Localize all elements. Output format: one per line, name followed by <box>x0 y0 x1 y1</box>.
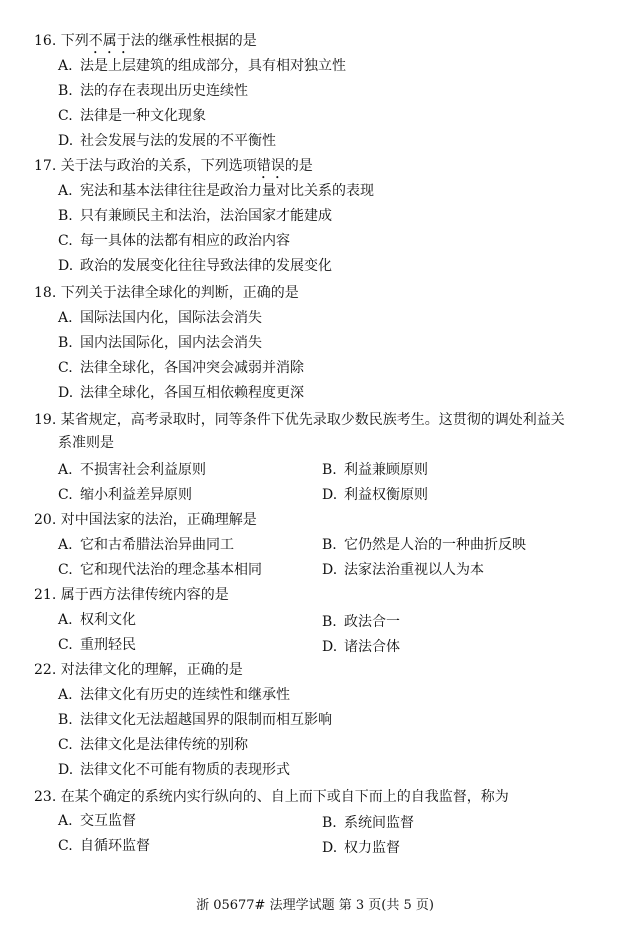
stem-text: 对法律文化的理解，正确的是 <box>60 662 243 678</box>
question-number: 18. <box>34 285 57 301</box>
option-letter: D. <box>322 639 338 655</box>
option-text: 缩小利益差异原则 <box>80 487 192 503</box>
option-text: 只有兼顾民主和法治，法治国家才能建成 <box>80 208 332 224</box>
option-text: 交互监督 <box>80 813 136 829</box>
question-stem <box>34 584 229 606</box>
option-letter: D. <box>58 258 74 274</box>
option-a[interactable] <box>58 609 136 631</box>
option-c[interactable] <box>58 230 290 252</box>
question-number: 16. <box>34 33 57 49</box>
option-b[interactable] <box>322 812 414 834</box>
option-text: 每一具体的法都有相应的政治内容 <box>80 233 290 249</box>
option-b[interactable] <box>58 80 248 102</box>
option-letter: C. <box>58 360 73 376</box>
option-letter: B. <box>58 712 73 728</box>
option-d[interactable] <box>58 130 276 152</box>
question-number: 22. <box>34 662 57 678</box>
question-number: 23. <box>34 789 57 805</box>
option-text: 法律文化有历史的连续性和继承性 <box>80 687 290 703</box>
option-letter: B. <box>58 335 73 351</box>
option-letter: A. <box>58 537 73 553</box>
option-d[interactable] <box>322 636 400 658</box>
option-text: 系统间监督 <box>344 815 414 831</box>
option-letter: C. <box>58 108 73 124</box>
option-letter: B. <box>322 614 337 630</box>
option-b[interactable] <box>58 709 332 731</box>
option-letter: A. <box>58 813 73 829</box>
option-letter: B. <box>322 537 337 553</box>
option-letter: D. <box>58 385 74 401</box>
option-letter: A. <box>58 310 73 326</box>
stem-text: 下列关于法律全球化的判断，正确的是 <box>60 285 299 301</box>
stem-text: 对中国法家的法治，正确理解是 <box>60 512 257 528</box>
option-a[interactable] <box>58 180 374 202</box>
option-text: 法律全球化，各国冲突会减弱并消除 <box>80 360 304 376</box>
option-text: 宪法和基本法律往往是政治力量对比关系的表现 <box>80 183 374 199</box>
option-b[interactable] <box>322 459 428 481</box>
question-stem <box>34 155 313 182</box>
option-a[interactable] <box>58 684 290 706</box>
option-d[interactable] <box>58 382 304 404</box>
option-letter: C. <box>58 737 73 753</box>
option-text: 法律文化是法律传统的别称 <box>80 737 248 753</box>
option-letter: D. <box>58 762 74 778</box>
option-d[interactable] <box>58 759 290 781</box>
option-text: 法律全球化，各国互相依赖程度更深 <box>80 385 304 401</box>
option-text: 法的存在表现出历史连续性 <box>80 83 248 99</box>
option-b[interactable] <box>322 611 400 633</box>
option-text: 法律文化无法超越国界的限制而相互影响 <box>80 712 332 728</box>
question-number: 17. <box>34 158 57 174</box>
stem-text: 法的继承性根据的是 <box>130 33 257 49</box>
option-text: 诸法合体 <box>344 639 400 655</box>
option-text: 它仍然是人治的一种曲折反映 <box>344 537 526 553</box>
option-a[interactable] <box>58 810 136 832</box>
option-a[interactable] <box>58 459 206 481</box>
option-b[interactable] <box>58 332 262 354</box>
option-text: 法律是一种文化现象 <box>80 108 206 124</box>
option-a[interactable] <box>58 534 234 556</box>
question-stem <box>34 30 257 57</box>
option-text: 国际法国内化，国际法会消失 <box>80 310 262 326</box>
option-a[interactable] <box>58 55 346 77</box>
option-c[interactable] <box>58 357 304 379</box>
option-b[interactable] <box>58 205 332 227</box>
page-footer: 浙 05677# 法理学试题 第 3 页(共 5 页) <box>196 898 434 913</box>
stem-text: 的是 <box>284 158 313 174</box>
option-d[interactable] <box>58 255 332 277</box>
option-letter: C. <box>58 838 73 854</box>
option-c[interactable] <box>58 835 150 857</box>
question-number: 21. <box>34 587 57 603</box>
option-letter: D. <box>322 487 338 503</box>
option-c[interactable] <box>58 734 248 756</box>
option-text: 利益兼顾原则 <box>344 462 428 478</box>
option-text: 权利文化 <box>80 612 136 628</box>
stem-text: 属于西方法律传统内容的是 <box>60 587 229 603</box>
stem-continuation: 系准则是 <box>58 435 114 451</box>
question-stem <box>34 282 299 304</box>
option-text: 法是上层建筑的组成部分，具有相对独立性 <box>80 58 346 74</box>
option-letter: D. <box>322 840 338 856</box>
option-letter: C. <box>58 233 73 249</box>
option-c[interactable] <box>58 484 192 506</box>
option-letter: C. <box>58 487 73 503</box>
question-stem <box>34 786 509 808</box>
option-c[interactable] <box>58 105 206 127</box>
option-d[interactable] <box>322 559 484 581</box>
emphasized-text: 错误 <box>256 158 285 174</box>
option-text: 权力监督 <box>344 840 400 856</box>
option-letter: C. <box>58 637 73 653</box>
option-text: 政法合一 <box>344 614 400 630</box>
option-letter: C. <box>58 562 73 578</box>
option-letter: B. <box>322 462 337 478</box>
option-a[interactable] <box>58 307 262 329</box>
option-letter: B. <box>58 83 73 99</box>
option-text: 不损害社会利益原则 <box>80 462 206 478</box>
option-c[interactable] <box>58 634 136 656</box>
stem-text: 关于法与政治的关系，下列选项 <box>60 158 257 174</box>
option-text: 它和古希腊法治异曲同工 <box>80 537 234 553</box>
option-d[interactable] <box>322 837 400 859</box>
stem-text: 在某个确定的系统内实行纵向的、自上而下或自下而上的自我监督，称为 <box>60 789 509 805</box>
stem-text: 下列 <box>60 33 89 49</box>
stem-text: 某省规定，高考录取时，同等条件下优先录取少数民族考生。这贯彻的调处利益关 <box>60 412 565 428</box>
option-letter: D. <box>322 562 338 578</box>
question-number: 19. <box>34 412 57 428</box>
option-letter: A. <box>58 612 73 628</box>
question-stem <box>34 409 565 431</box>
question-stem <box>34 659 243 681</box>
question-stem <box>34 509 257 531</box>
option-text: 它和现代法治的理念基本相同 <box>80 562 262 578</box>
option-letter: A. <box>58 58 73 74</box>
option-letter: D. <box>58 133 74 149</box>
option-letter: A. <box>58 687 73 703</box>
option-text: 法律文化不可能有物质的表现形式 <box>80 762 290 778</box>
option-letter: A. <box>58 462 73 478</box>
option-text: 法家法治重视以人为本 <box>344 562 484 578</box>
option-letter: A. <box>58 183 73 199</box>
question-number: 20. <box>34 512 57 528</box>
option-text: 政治的发展变化往往导致法律的发展变化 <box>80 258 332 274</box>
option-b[interactable] <box>322 534 526 556</box>
option-text: 自循环监督 <box>80 838 150 854</box>
option-text: 重刑轻民 <box>80 637 136 653</box>
option-letter: B. <box>58 208 73 224</box>
emphasized-text: 不属于 <box>88 33 131 49</box>
option-text: 利益权衡原则 <box>344 487 428 503</box>
option-d[interactable] <box>322 484 428 506</box>
option-text: 国内法国际化，国内法会消失 <box>80 335 262 351</box>
option-letter: B. <box>322 815 337 831</box>
option-text: 社会发展与法的发展的不平衡性 <box>80 133 276 149</box>
option-c[interactable] <box>58 559 262 581</box>
